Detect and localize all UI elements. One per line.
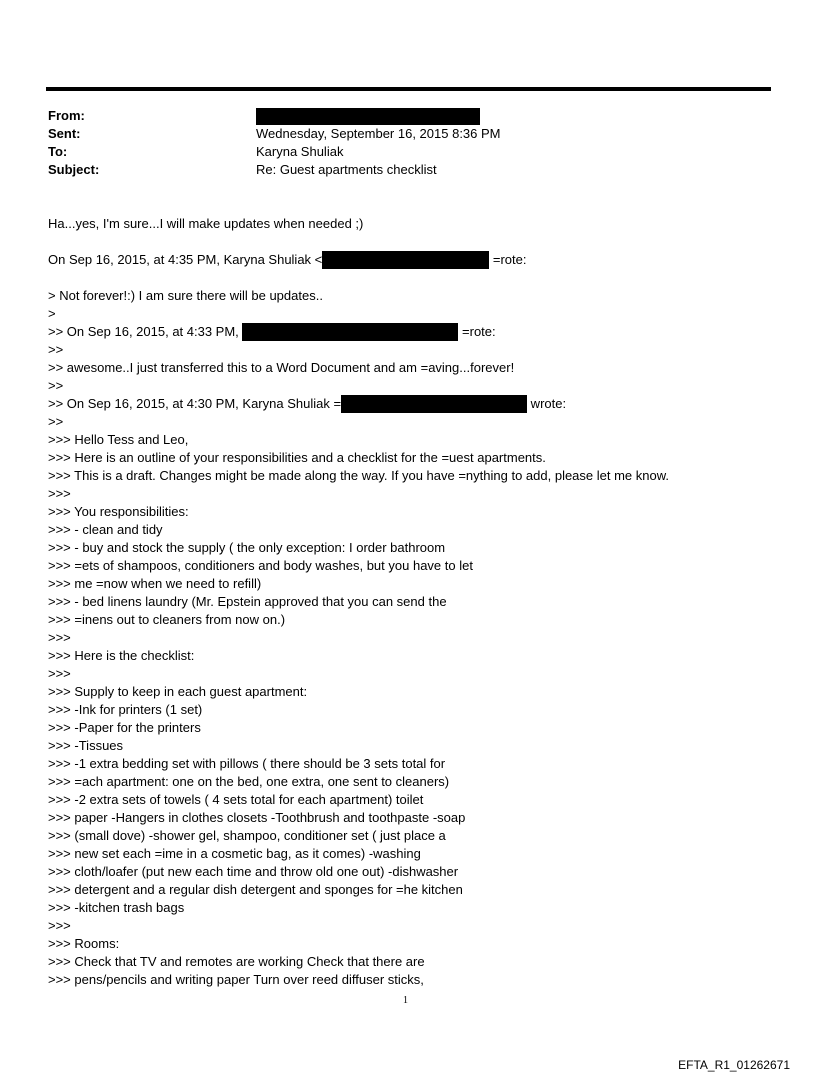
email-redaction-2 [242, 323, 458, 341]
page-number: 1 [403, 995, 408, 1006]
subject-row [48, 161, 748, 179]
from-label: From: [48, 108, 85, 123]
quoted-line: >> [48, 378, 64, 393]
quote-header-1 [48, 251, 788, 269]
spacer [48, 233, 788, 251]
quote-header-1-prefix: On Sep 16, 2015, at 4:35 PM, Karyna Shuliak < [48, 252, 323, 267]
quoted-line: >>> -kitchen trash bags [48, 900, 185, 915]
quoted-line: >>> [48, 486, 71, 501]
email-body [48, 215, 788, 989]
quoted-line: >>> -2 extra sets of towels ( 4 sets total for each apartment) toilet [48, 792, 424, 807]
quoted-line: >>> Check that TV and remotes are working Check that there are [48, 954, 425, 969]
quote-header-3-suffix: wrote: [527, 396, 567, 411]
quoted-line: >>> -Ink for printers (1 set) [48, 702, 203, 717]
quoted-line: >>> -Paper for the printers [48, 720, 201, 735]
quoted-line: >>> Here is an outline of your responsibilities and a checklist for the =uest apartments. [48, 450, 546, 465]
quoted-line: >>> =ach apartment: one on the bed, one extra, one sent to cleaners) [48, 774, 450, 789]
email-redaction-3 [341, 395, 527, 413]
quote-header-2-prefix: >> On Sep 16, 2015, at 4:33 PM, [48, 324, 243, 339]
to-row [48, 143, 748, 161]
quoted-line: > [48, 306, 56, 321]
subject-label: Subject: [48, 162, 100, 177]
from-redaction [256, 108, 480, 125]
reply-line: Ha...yes, I'm sure...I will make updates when needed ;) [48, 216, 364, 231]
quoted-line: >> [48, 414, 64, 429]
quoted-line: >>> me =now when we need to refill) [48, 576, 262, 591]
quoted-line: >>> - clean and tidy [48, 522, 163, 537]
quoted-line: >>> cloth/loafer (put new each time and throw old one out) -dishwasher [48, 864, 459, 879]
quoted-line: >>> =ets of shampoos, conditioners and body washes, but you have to let [48, 558, 473, 573]
quoted-line: >>> This is a draft. Changes might be made along the way. If you have =nything to add, please let me know. [48, 468, 670, 483]
quoted-line: >>> new set each =ime in a cosmetic bag, as it comes) -washing [48, 846, 421, 861]
from-row [48, 107, 748, 125]
quoted-line: >> awesome..I just transferred this to a Word Document and am =aving...forever! [48, 360, 515, 375]
quoted-line: >>> - bed linens laundry (Mr. Epstein approved that you can send the [48, 594, 447, 609]
quoted-line: >>> (small dove) -shower gel, shampoo, conditioner set ( just place a [48, 828, 446, 843]
quoted-line: >>> paper -Hangers in clothes closets -Toothbrush and toothpaste -soap [48, 810, 466, 825]
quoted-line: >>> [48, 630, 71, 645]
quoted-line: >>> Supply to keep in each guest apartment: [48, 684, 308, 699]
quoted-line: >>> pens/pencils and writing paper Turn over reed diffuser sticks, [48, 972, 424, 987]
quote-header-3 [48, 395, 788, 413]
quote-header-2 [48, 323, 788, 341]
quoted-line: >>> =inens out to cleaners from now on.) [48, 612, 286, 627]
quoted-line: >>> Here is the checklist: [48, 648, 195, 663]
quoted-line: > Not forever!:) I am sure there will be updates.. [48, 288, 323, 303]
sent-row [48, 125, 748, 143]
quoted-line: >>> -1 extra bedding set with pillows ( there should be 3 sets total for [48, 756, 446, 771]
quoted-line: >>> [48, 918, 71, 933]
quote-header-1-suffix: =rote: [489, 252, 527, 267]
quoted-line: >>> Hello Tess and Leo, [48, 432, 189, 447]
quoted-line: >>> You responsibilities: [48, 504, 189, 519]
quote-header-2-suffix: =rote: [458, 324, 496, 339]
email-redaction-1 [322, 251, 489, 269]
quoted-line: >>> Rooms: [48, 936, 120, 951]
spacer [48, 269, 788, 287]
quoted-line: >>> detergent and a regular dish detergent and sponges for =he kitchen [48, 882, 463, 897]
sent-value: Wednesday, September 16, 2015 8:36 PM [256, 126, 501, 141]
sent-label: Sent: [48, 126, 81, 141]
quoted-line: >>> -Tissues [48, 738, 124, 753]
header-divider [46, 87, 771, 91]
email-header [48, 107, 748, 179]
subject-value: Re: Guest apartments checklist [256, 162, 437, 177]
quoted-line: >>> [48, 666, 71, 681]
to-label: To: [48, 144, 68, 159]
quoted-line: >>> - buy and stock the supply ( the only exception: I order bathroom [48, 540, 446, 555]
quote-header-3-prefix: >> On Sep 16, 2015, at 4:30 PM, Karyna Shuliak = [48, 396, 342, 411]
quoted-line: >> [48, 342, 64, 357]
bates-number: EFTA_R1_01262671 [678, 1058, 790, 1072]
to-value: Karyna Shuliak [256, 144, 344, 159]
